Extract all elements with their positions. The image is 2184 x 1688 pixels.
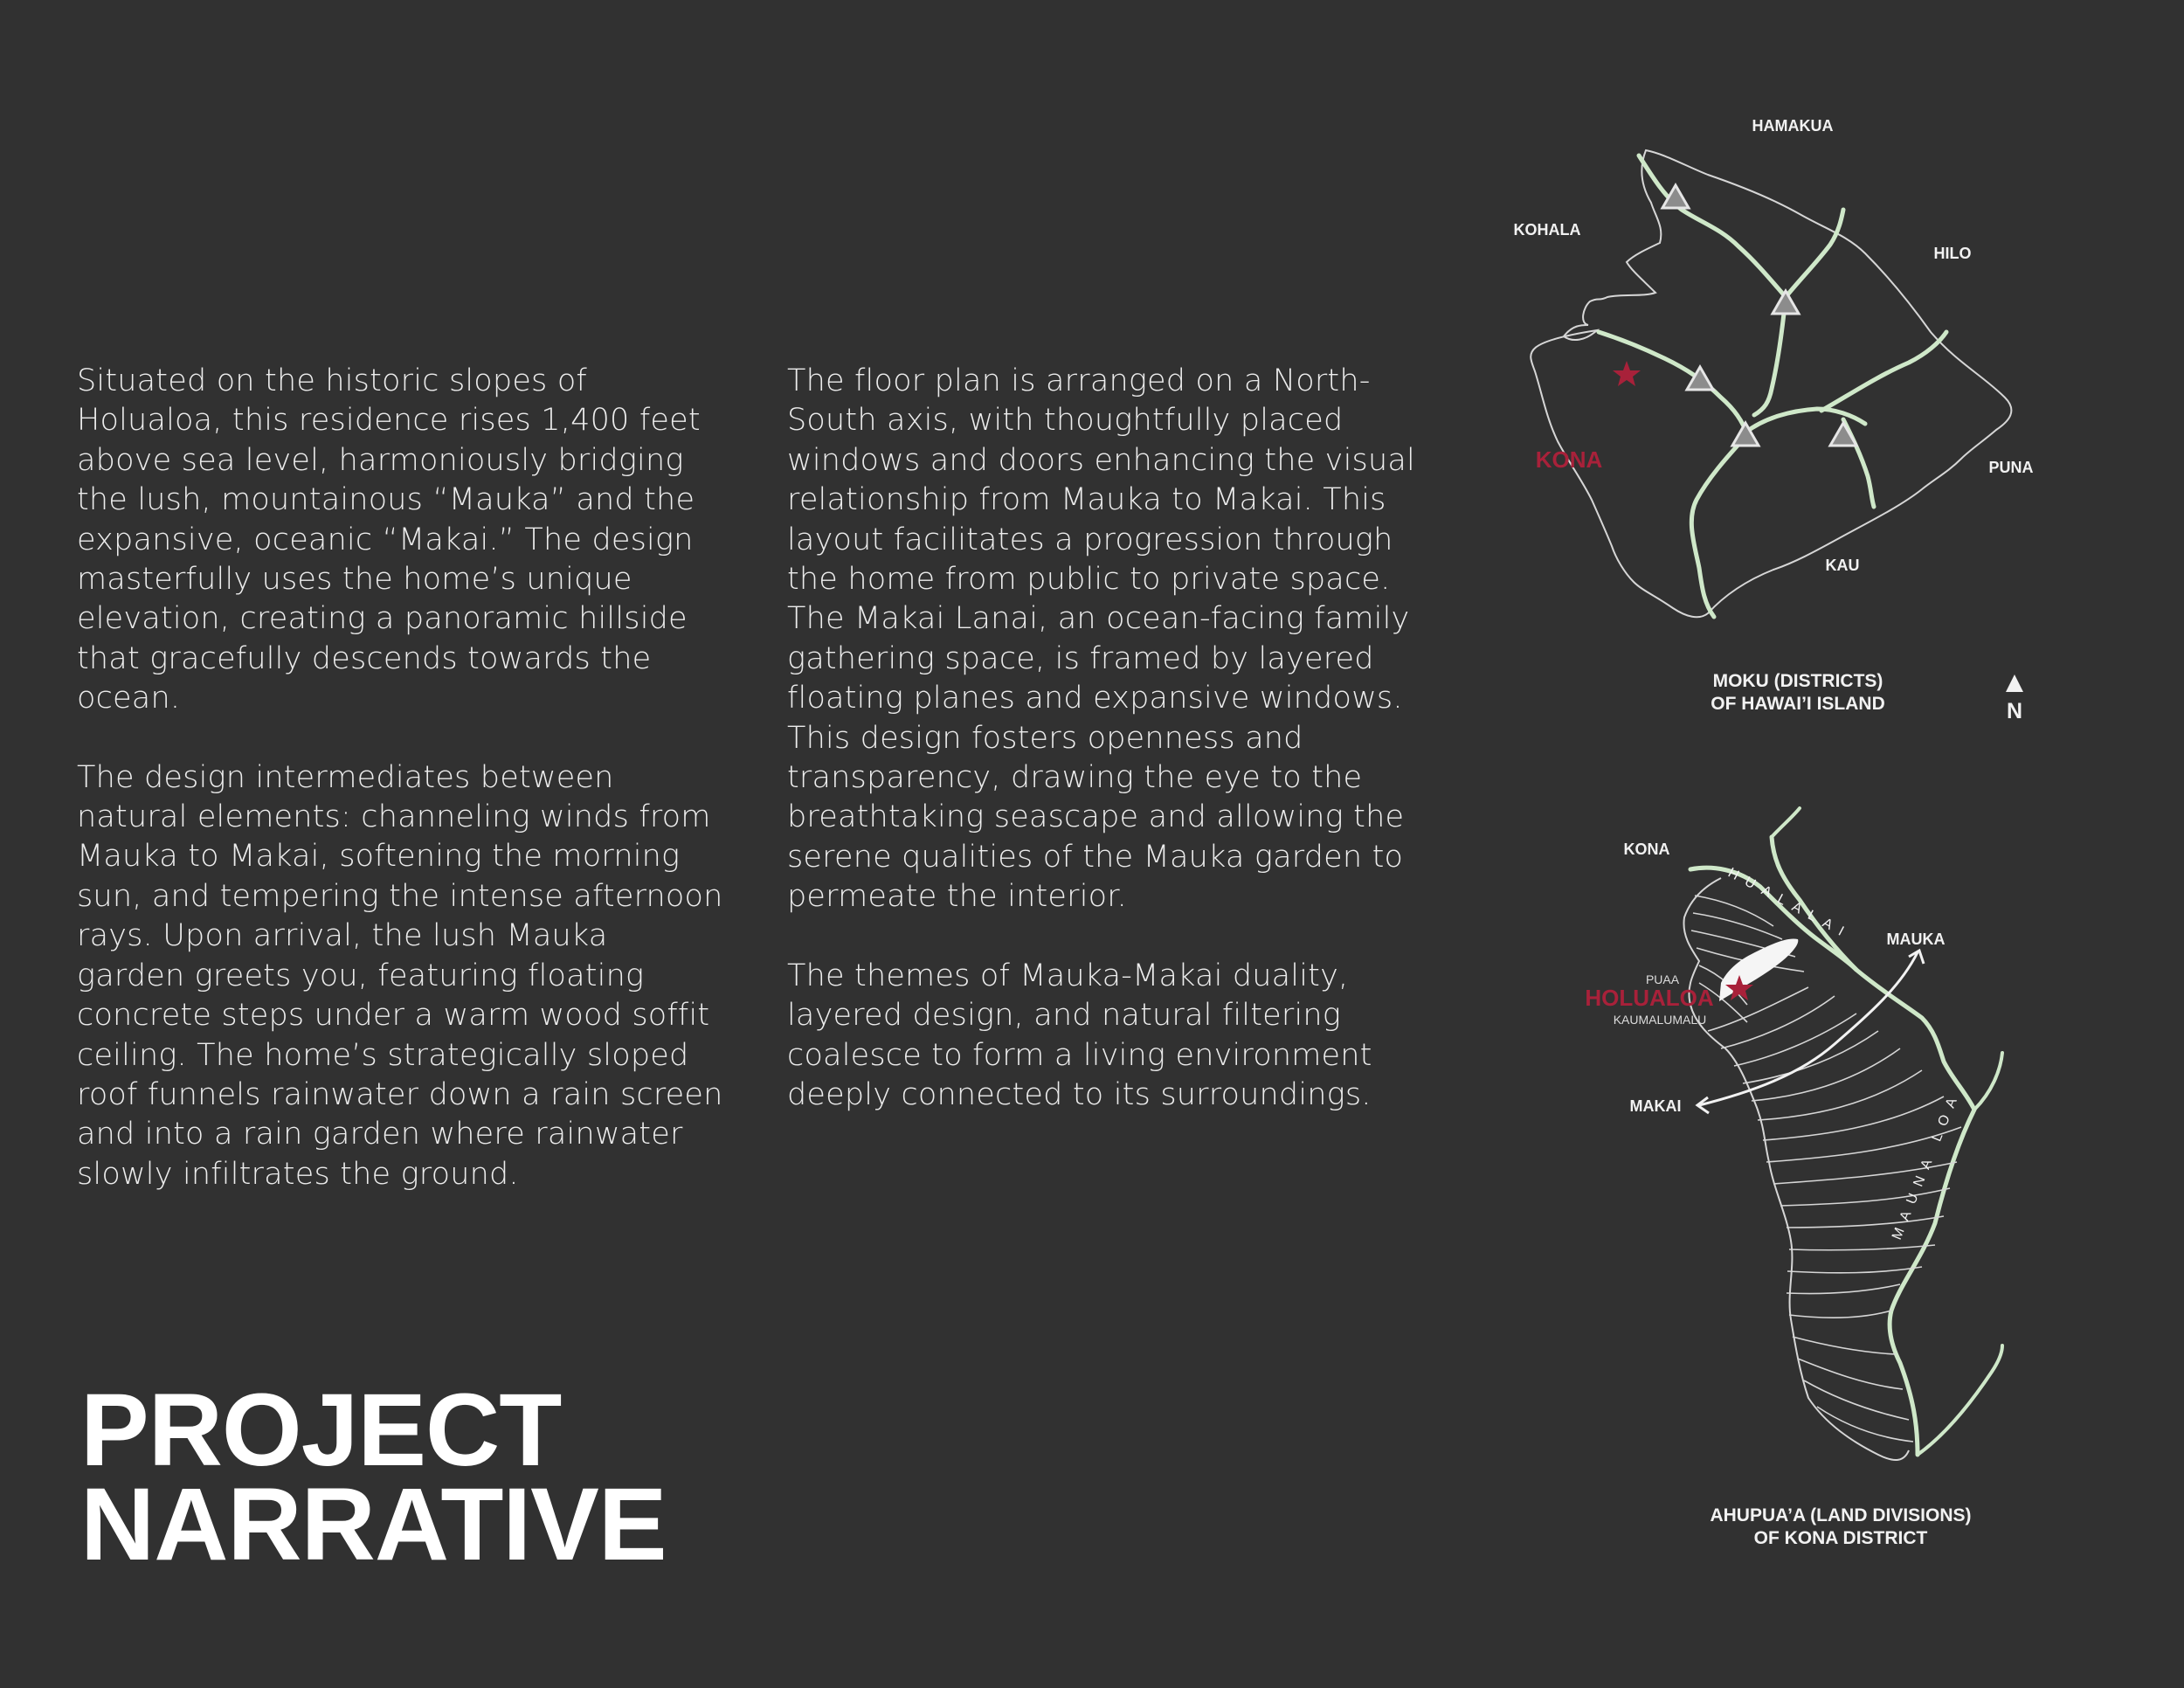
north-arrow-icon [2006, 675, 2023, 692]
map-label-kaumalumalu: KAUMALUMALU [1613, 1013, 1707, 1027]
map-label-puna: PUNA [1988, 459, 2034, 476]
ahupuaa-line [1793, 1337, 1896, 1354]
map-label-makai: MAKAI [1629, 1097, 1682, 1115]
kona-district-map [1585, 808, 2002, 1548]
summit-marker [1687, 367, 1713, 390]
map-label-kau: KAU [1825, 557, 1860, 574]
ahupuaa-line [1752, 1048, 1900, 1101]
page-title-line: NARRATIVE [80, 1467, 667, 1582]
narrative-paragraph: The design intermediates between natural elements: channeling winds from Mauka to Makai, softening the morning sun, and tempering the intense afternoon rays. Upon arrival, the lush Mauka garden greets you, featuring floating concrete steps under a warm wood soffit ceiling. The home’s strategically sloped roof funnels rainwater down a rain screen and into a rain garden where rainwater slowly infiltrates the ground. [77, 759, 723, 1192]
narrative-paragraph: The themes of Mauka-Makai duality, layered design, and natural filtering coalesce to form a living environment deeply connected to its surroundings. [787, 958, 1372, 1112]
narrative-paragraph: Situated on the historic slopes of Holualoa, this residence rises 1,400 feet above sea level, harmoniously bridging the lush, mountainous “Mauka” and the expansive, oceanic “Makai.” The design masterfully uses the home’s unique elevation, creating a panoramic hillside that gracefully descends towards the ocean. [77, 363, 701, 716]
map-label-hamakua: HAMAKUA [1752, 117, 1834, 135]
district-boundary [1974, 1053, 2002, 1110]
ahupuaa-line [1787, 1267, 1922, 1273]
map-label-puaa: PUAA [1645, 972, 1680, 986]
district-boundary [1772, 808, 1800, 837]
ahupuaa-line [1693, 913, 1782, 939]
holualoa-parcel [1719, 938, 1798, 1001]
map-label-hilo: HILO [1933, 245, 1972, 262]
site-star-icon [1613, 361, 1641, 386]
map-label-kona: KONA [1535, 446, 1603, 473]
map-label-mauka: MAUKA [1886, 930, 1946, 948]
ahupuaa-line [1780, 1188, 1950, 1206]
map-caption-line: OF HAWAI’I ISLAND [1711, 694, 1885, 714]
ahupuaa-line [1804, 1380, 1909, 1420]
map-label-kohala: KOHALA [1513, 221, 1581, 239]
district-boundary [1821, 332, 1946, 411]
ahupuaa-line [1798, 1359, 1903, 1389]
page-title-line: PROJECT [80, 1373, 562, 1488]
ahupuaa-line [1721, 996, 1835, 1048]
map-label-holualoa: HOLUALOA [1585, 985, 1714, 1011]
map-label-hualalai: HUALALAI [1725, 865, 1855, 944]
ahupuaa-line [1789, 1311, 1891, 1318]
district-outline [1683, 878, 1909, 1460]
ahupuaa-line [1787, 1284, 1900, 1294]
map-caption-line: MOKU (DISTRICTS) [1712, 671, 1883, 691]
island-map [1514, 117, 2034, 723]
district-boundary [1691, 437, 1745, 617]
map-label-kona: KONA [1623, 841, 1670, 858]
map-label-mauna-loa: MAUNA LOA [1889, 1088, 1964, 1242]
map-caption-line: AHUPUA’A (LAND DIVISIONS) [1710, 1505, 1972, 1525]
district-boundary [1918, 1346, 2002, 1455]
narrative-paragraph: The floor plan is arranged on a North-South axis, with thoughtfully placed windows and doors enhancing the visual relationship from Mauka to Makai. This layout facilitates a progression through the home from public to private space. The Makai Lanai, an ocean-facing family gathering space, is framed by layered floating planes and expansive windows. This design fosters openness and transparency, drawing the eye to the breathtaking seascape and allowing the serene qualities of the Mauka garden to permeate the interior. [787, 363, 1415, 915]
ahupuaa-line [1787, 1216, 1944, 1228]
summit-marker [1773, 291, 1799, 314]
north-label: N [2006, 699, 2023, 723]
map-caption-line: OF KONA DISTRICT [1753, 1528, 1928, 1548]
ahupuaa-line [1789, 1245, 1935, 1250]
